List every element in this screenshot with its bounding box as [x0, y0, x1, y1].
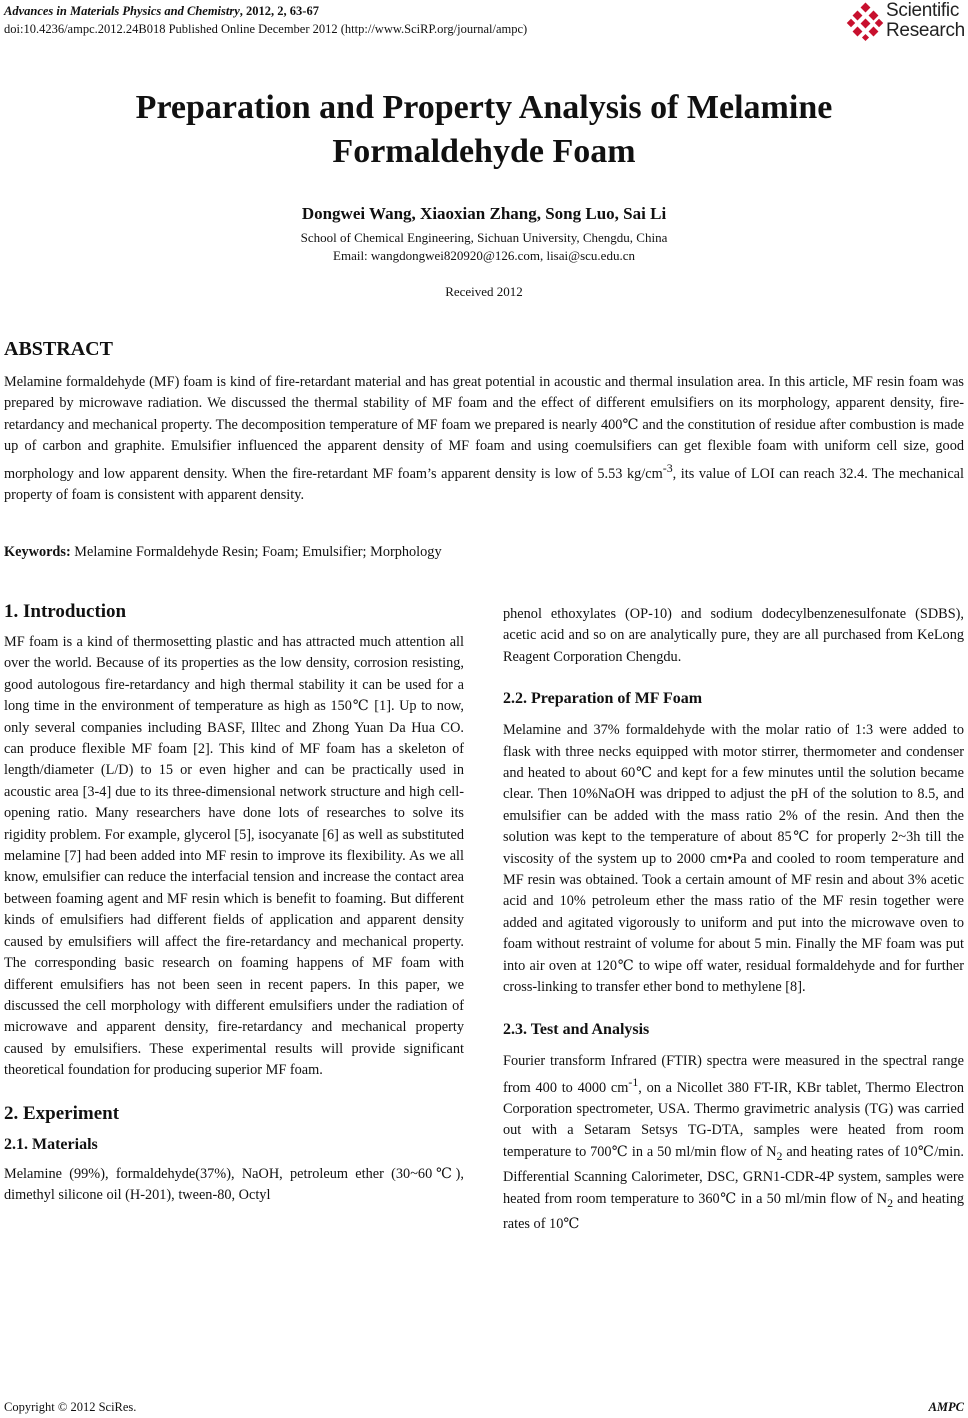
test-sub-2: 2 — [887, 1195, 894, 1210]
journal-citation: , 2012, 2, 63-67 — [239, 4, 319, 18]
abstract-text-end: , its value of LOI can reach 32.4. The mechanical property of foam is consistent with apparent density. — [4, 465, 964, 503]
abstract-superscript: -3 — [662, 460, 673, 475]
right-column — [503, 604, 964, 1235]
logo-line-1: Scientific — [886, 0, 960, 21]
test-analysis-text — [503, 1051, 964, 1236]
authors: Dongwei Wang, Xiaoxian Zhang, Song Luo, Sai Li — [301, 204, 667, 223]
materials-text: Melamine (99%), formaldehyde(37%), NaOH, petroleum ether (30~60℃), dimethyl silicone oil (H-201), tween-80, Octyl — [4, 1165, 464, 1203]
journal-name: Advances in Materials Physics and Chemistry — [4, 4, 240, 18]
logo-text — [886, 1, 965, 41]
test-text-b: , on a Nicollet 380 FT-IR, KBr tablet, Thermo Electron Corporation spectrometer, USA. Thermo gravimetric analysis (TG) was carried out with a Setaram Setsys TG-DTA, samples were heated from room temperature to 700℃ in a 50 ml/min flow of N — [503, 1079, 964, 1160]
journal-abbreviation: AMPC — [928, 1400, 964, 1414]
affiliation: School of Chemical Engineering, Sichuan University, Chengdu, China — [300, 230, 668, 245]
keywords — [4, 544, 442, 561]
introduction-heading: 1. Introduction — [4, 601, 127, 622]
journal-header — [4, 2, 527, 38]
keywords-label: Keywords: — [4, 544, 71, 560]
test-text-c: and heating rates of 10℃/min. Differential Scanning Calorimeter, DSC, GRN1-CDR-4P system, samples were heated from room temperature to 360℃ in a 50 ml/min flow of N — [503, 1143, 964, 1207]
introduction-text: MF foam is a kind of thermosetting plastic and has attracted much attention all over the world. Because of its properties as the low density, corrosion resisting, good autologous fire-retardancy and high thermal stability it can be used for a long time in the environment of temperature as high as 150℃ [1]. Up to now, only several companies including BASF, Illtec and Zhong Yuan Da Hua CO. can produce flexible MF foam [2]. This kind of MF foam has a skeleton of length/diameter (L/D) to 15 or even higher and can be practically used in acoustic area [3-4] due to its three-dimensional network structure and high cell-opening ratio. Many researchers have done lots of researches to solve its rigidity problem. For example, glycerol [5], isocyanate [6] as well as substituted melamine [7] had been added into MF resin to improve its flexibility. As we all know, emulsifier can reduce the interfacial tension and increase the contact area between foaming agent and MF resin which is benefit to foaming. But different kinds of emulsifiers had different fields of application and apparent density caused by emulsifiers will affect the fire-retardancy and mechanical property. The corresponding basic research on foaming happens of MF foam with different emulsifiers has not been seen in recent papers. In this paper, we discussed the cell morphology with different emulsifiers under the radiation of microwave and apparent density, fire-retardancy and mechanical property caused by emulsifiers. These experimental results will provide significant theoretical foundation for producing superior MF foam. — [4, 634, 464, 1079]
title-line-2: Formaldehyde Foam — [332, 133, 636, 170]
materials-heading: 2.1. Materials — [4, 1135, 98, 1153]
abstract-body — [4, 372, 964, 506]
copyright: Copyright © 2012 SciRes. — [4, 1400, 137, 1414]
email: Email: wangdongwei820920@126.com, lisai@scu.edu.cn — [333, 248, 635, 263]
test-text-a: Fourier transform Infrared (FTIR) spectra were measured in the spectral range from 400 to 4000 cm — [503, 1052, 964, 1096]
title-line-1: Preparation and Property Analysis of Melamine — [135, 89, 833, 126]
publisher-logo — [846, 0, 966, 44]
keywords-text: Melamine Formaldehyde Resin; Foam; Emulsifier; Morphology — [70, 544, 442, 560]
materials-text-continued: phenol ethoxylates (OP-10) and sodium dodecylbenzenesulfonate (SDBS), acetic acid and so on are analytically pure, they are all purchased from KeLong Reagent Corporation Chengdu. — [503, 606, 964, 665]
test-analysis-heading: 2.3. Test and Analysis — [503, 1020, 650, 1038]
test-text-d: and heating rates of 10℃ — [503, 1190, 964, 1232]
logo-line-2: Research — [886, 20, 965, 41]
abstract-text: Melamine formaldehyde (MF) foam is kind of fire-retardant material and has great potential in acoustic and thermal insulation area. In this article, MF resin foam was prepared by microwave radiation. We discussed the thermal stability of MF foam and the effect of different emulsifiers on its morphology, apparent density, fire-retardancy and mechanical property. The decomposition temperature of MF foam we prepared is nearly 400℃ and the constitution of residue after combustion is made up of carbon and graphite. Emulsifier influenced the apparent density of MF foam and using coemulsifiers can get flexible foam with uniform cell size, good morphology and low apparent density. When the fire-retardant MF foam’s apparent density is low of 5.53 kg/cm — [4, 374, 964, 482]
test-sub-1: 2 — [776, 1148, 783, 1163]
left-column — [4, 600, 464, 1206]
test-sup: -1 — [628, 1074, 639, 1089]
scientific-research-logo-icon — [846, 2, 886, 42]
abstract-heading: ABSTRACT — [4, 338, 113, 360]
received-date: Received 2012 — [445, 284, 523, 299]
paper-title — [0, 86, 968, 174]
preparation-text: Melamine and 37% formaldehyde with the molar ratio of 1:3 were added to flask with three necks equipped with motor stirrer, thermometer and condenser and heated to about 60℃ and kept for a few minutes until the solution became clear. Then 10%NaOH was dripped to adjust the pH of the solution to 8.5, and emulsifier can be added with the mass ratio 2% of the resin. And then the solution was kept to the temperature of about 85℃ for properly 2~3h till the viscosity of the system up to 2000 cm•Pa and cooled to room temperature and MF resin was obtained. Took a certain amount of MF resin and about 3% acetic acid and 10% petroleum ether the mass ratio of the MF resin together were added and agitated vigorously to uniform and put into the microwave oven to foam without restraint of volume for about 5 min. Finally the MF foam was put into air oven at 120℃ to wipe off water, residual formaldehyde and for further cross-linking to transfer ether bond to methylene [8]. — [503, 722, 964, 996]
preparation-heading: 2.2. Preparation of MF Foam — [503, 690, 703, 708]
doi-line: doi:10.4236/ampc.2012.24B018 Published Online December 2012 (http://www.SciRP.org/journal/ampc) — [4, 22, 528, 36]
experiment-heading: 2. Experiment — [4, 1102, 120, 1124]
